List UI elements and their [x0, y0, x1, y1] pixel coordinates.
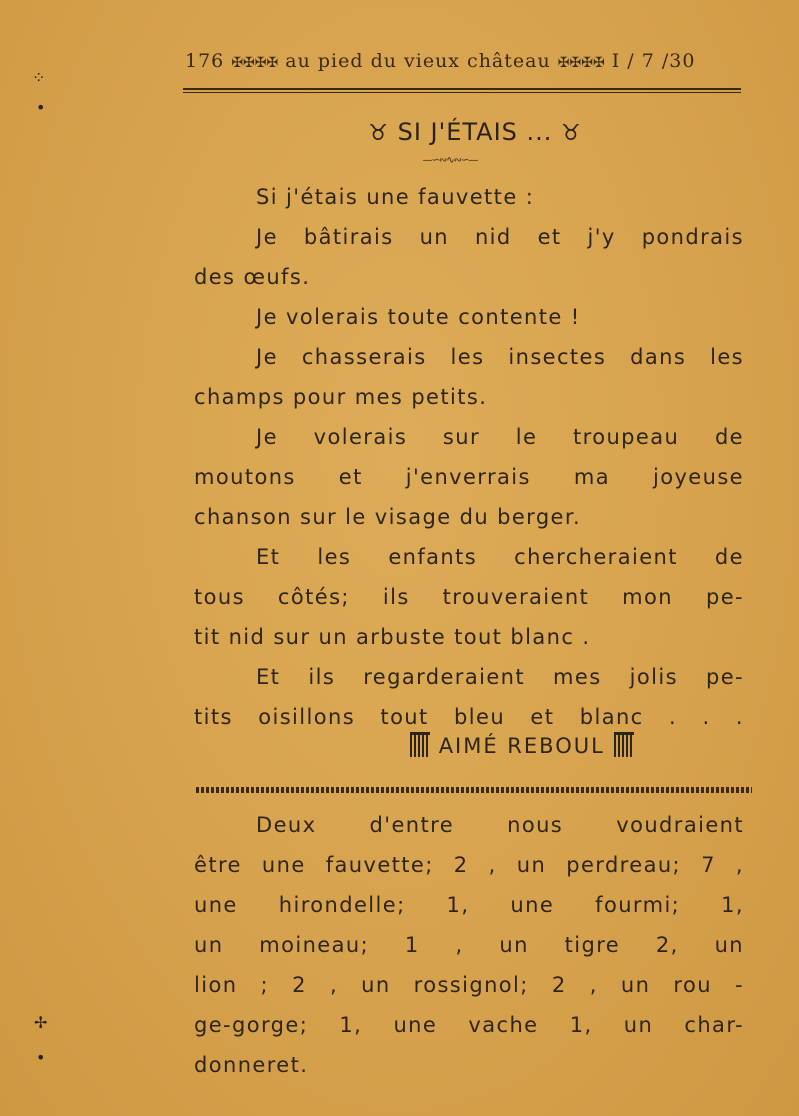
issue-date: I / 7 /30: [611, 50, 696, 72]
poem-line: tit nid sur un arbuste tout blanc .: [194, 625, 591, 649]
survey-line: Deux d'entre nous voudraient: [256, 813, 744, 837]
survey-line: un moineau; 1 , un tigre 2, un: [194, 933, 744, 957]
poem-line: champs pour mes petits.: [194, 385, 488, 409]
binding-mark: ⁘: [32, 68, 46, 87]
poem-line: Et ils regarderaient mes jolis pe-: [256, 665, 744, 689]
author-name: AIMÉ REBOUL: [438, 734, 605, 758]
poem-line: tous côtés; ils trouveraient mon pe-: [194, 585, 744, 609]
poem-line: Je chasserais les insectes dans les: [256, 345, 744, 369]
poem-line: tits oisillons tout bleu et blanc . . .: [194, 705, 744, 729]
survey-line: être une fauvette; 2 , un perdreau; 7 ,: [194, 853, 744, 877]
survey-paragraph: [194, 805, 744, 1085]
poem-line: Et les enfants chercheraient de: [256, 545, 744, 569]
poem-line: chanson sur le visage du berger.: [194, 505, 582, 529]
signature-ornament-left-icon: [410, 732, 430, 757]
survey-line: lion ; 2 , un rossignol; 2 , un rou -: [194, 973, 744, 997]
poem-line: Je volerais toute contente !: [256, 305, 581, 329]
survey-line: ge-gorge; 1, une vache 1, un char-: [194, 1013, 744, 1037]
poem-line: moutons et j'enverrais ma joyeuse: [194, 465, 744, 489]
binding-mark: ✢: [34, 1013, 48, 1032]
title-ornament-right-icon: ♉: [561, 121, 582, 146]
survey-line: donneret.: [194, 1053, 309, 1077]
header-rule: [183, 88, 741, 90]
header-rule-thin: [183, 92, 741, 93]
header-ornament-right: ✠✠✠✠: [557, 55, 605, 71]
poem-line: Si j'étais une fauvette :: [256, 185, 535, 209]
title-text: SI J'ÉTAIS ...: [397, 118, 553, 146]
poem-line: Je bâtirais un nid et j'y pondrais: [256, 225, 744, 249]
title-ornament-left-icon: ♉: [368, 121, 389, 146]
binding-mark: •: [36, 1048, 46, 1067]
poem-title: [190, 118, 760, 146]
poem-line: Je volerais sur le troupeau de: [256, 425, 744, 449]
poem-body: [194, 177, 744, 737]
page-header: [185, 50, 745, 72]
survey-line: une hirondelle; 1, une fourmi; 1,: [194, 893, 744, 917]
poem-line: des œufs.: [194, 265, 311, 289]
binding-mark: •: [36, 98, 46, 117]
page-number: 176: [185, 50, 225, 72]
title-flourish: —∽∾∿∾∽—: [422, 155, 478, 166]
section-divider: [196, 787, 752, 793]
header-ornament-left: ✠✠✠✠: [231, 55, 279, 71]
author-signature: [410, 732, 750, 758]
signature-ornament-right-icon: [614, 732, 634, 757]
journal-title: au pied du vieux château: [285, 50, 551, 72]
